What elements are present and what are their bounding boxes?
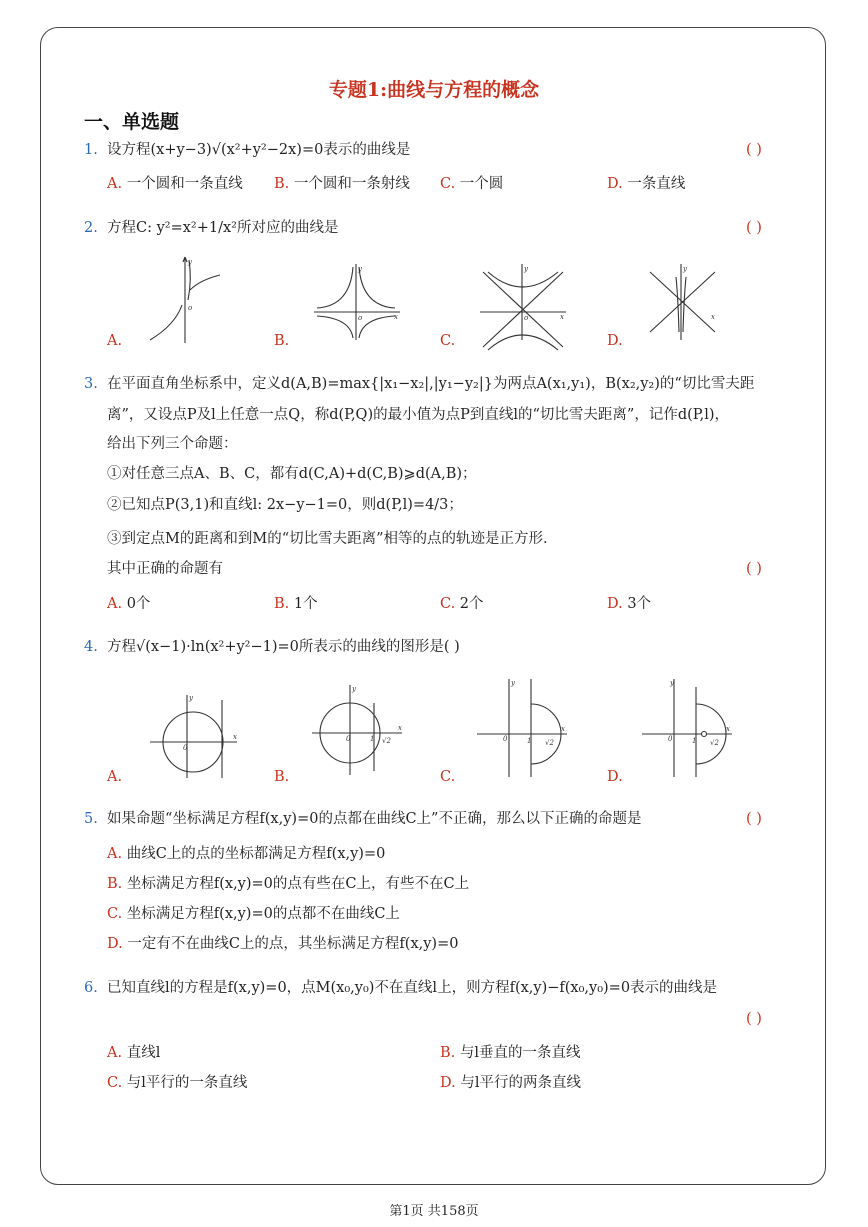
q3-line-1: 在平面直角坐标系中，定义d(A,B)=max{|x₁−x₂|,|y₁−y₂|}为两点A(x₁,y₁)，B(x₂,y₂)的“切比雪夫距 (107, 376, 755, 392)
svg-text:√2: √2 (545, 739, 554, 747)
svg-text:y: y (670, 679, 674, 687)
section-heading: 一、单选题 (84, 111, 180, 133)
q6-option-c: C. 与l平行的一条直线 (107, 1075, 248, 1091)
q1-text: 设方程(x+y−3)√(x²+y²−2x)=0表示的曲线是 (107, 142, 411, 158)
q4-label-d: D. (607, 769, 623, 785)
q4-number: 4. (84, 639, 98, 655)
q3-answer-paren: ( ) (746, 561, 762, 577)
q4-label-b: B. (274, 769, 290, 785)
svg-text:x: x (711, 313, 715, 321)
svg-text:y: y (352, 685, 356, 693)
svg-text:y: y (189, 694, 193, 702)
q3-statement-2: ②已知点P(3,1)和直线l: 2x−y−1=0，则d(P,l)=4/3； (107, 497, 463, 513)
q6-option-b: B. 与l垂直的一条直线 (440, 1045, 581, 1061)
q3-statement-3: ③到定点M的距离和到M的“切比雪夫距离”相等的点的轨迹是正方形. (107, 531, 548, 547)
q1-option-a: A. 一个圆和一条直线 (107, 176, 243, 192)
q4-label-a: A. (107, 769, 123, 785)
q3-statement-1: ①对任意三点A、B、C，都有d(C,A)+d(C,B)⩾d(A,B)； (107, 466, 477, 482)
svg-text:1: 1 (692, 737, 697, 745)
q2-text: 方程C: y²=x²+1/x²所对应的曲线是 (107, 220, 339, 236)
svg-text:1: 1 (370, 735, 375, 743)
svg-text:y: y (524, 265, 528, 273)
svg-text:√2: √2 (710, 739, 719, 747)
svg-text:o: o (524, 314, 529, 322)
svg-text:y: y (683, 265, 687, 273)
svg-text:o: o (358, 314, 363, 322)
q6-option-d: D. 与l平行的两条直线 (440, 1075, 581, 1091)
q2-answer-paren: ( ) (746, 220, 762, 236)
q2-graph-b (312, 262, 402, 342)
svg-text:x: x (726, 725, 730, 733)
q2-label-c: C. (440, 333, 456, 349)
svg-text:1: 1 (527, 737, 532, 745)
page-footer: 第1页 共158页 (389, 1204, 479, 1219)
q5-option-d: D. 一定有不在曲线C上的点，其坐标满足方程f(x,y)=0 (107, 936, 459, 952)
q3-line-3: 给出下列三个命题： (107, 436, 238, 452)
q4-graph-c (475, 677, 575, 782)
svg-text:0: 0 (668, 735, 673, 743)
svg-text:y: y (188, 258, 192, 266)
q2-graph-a (140, 255, 240, 345)
q1-option-d: D. 一条直线 (607, 176, 686, 192)
q5-number: 5. (84, 811, 98, 827)
q3-ask: 其中正确的命题有 (107, 561, 223, 577)
svg-text:√2: √2 (382, 737, 391, 745)
q6-option-a: A. 直线l (107, 1045, 161, 1061)
q1-answer-paren: ( ) (746, 142, 762, 158)
svg-text:0: 0 (503, 735, 508, 743)
svg-text:x: x (560, 313, 564, 321)
q5-option-c: C. 坐标满足方程f(x,y)=0的点都不在曲线C上 (107, 906, 400, 922)
svg-text:x: x (398, 724, 402, 732)
svg-text:x: x (394, 313, 398, 321)
q6-text: 已知直线l的方程是f(x,y)=0，点M(x₀,y₀)不在直线l上，则方程f(x,y)−f(x₀,y₀)=0表示的曲线是 (107, 980, 718, 996)
q1-option-b: B. 一个圆和一条射线 (274, 176, 410, 192)
q6-answer-paren: ( ) (746, 1011, 762, 1027)
q2-label-b: B. (274, 333, 290, 349)
q4-graph-d (640, 677, 740, 782)
q2-number: 2. (84, 220, 98, 236)
q1-number: 1. (84, 142, 98, 158)
q2-label-a: A. (107, 333, 123, 349)
q5-text: 如果命题“坐标满足方程f(x,y)=0的点都在曲线C上”不正确，那么以下正确的命题是 (107, 811, 642, 827)
q3-option-d: D. 3个 (607, 596, 652, 612)
svg-text:0: 0 (346, 735, 351, 743)
q5-answer-paren: ( ) (746, 811, 762, 827)
q3-option-c: C. 2个 (440, 596, 484, 612)
svg-text:x: x (233, 733, 237, 741)
q5-option-a: A. 曲线C上的点的坐标都满足方程f(x,y)=0 (107, 846, 386, 862)
svg-text:y: y (511, 679, 515, 687)
q3-option-a: A. 0个 (107, 596, 151, 612)
svg-text:x: x (561, 725, 565, 733)
q6-number: 6. (84, 980, 98, 996)
svg-text:0: 0 (183, 744, 188, 752)
q4-text: 方程√(x−1)·ln(x²+y²−1)=0所表示的曲线的图形是( ) (107, 639, 460, 655)
q2-graph-d (645, 262, 725, 342)
q4-label-c: C. (440, 769, 456, 785)
q5-option-b: B. 坐标满足方程f(x,y)=0的点有些在C上，有些不在C上 (107, 876, 470, 892)
q3-number: 3. (84, 376, 98, 392)
q4-graph-a (145, 690, 245, 780)
svg-text:o: o (188, 304, 193, 312)
page-title: 专题1:曲线与方程的概念 (328, 79, 540, 101)
svg-text:y: y (358, 265, 362, 273)
q4-graph-b (310, 683, 410, 778)
q2-graph-c (478, 262, 568, 342)
q3-option-b: B. 1个 (274, 596, 318, 612)
q2-label-d: D. (607, 333, 623, 349)
q1-option-c: C. 一个圆 (440, 176, 504, 192)
q3-line-2: 离”，又设点P及l上任意一点Q，称d(P,Q)的最小值为点P到直线l的“切比雪夫距离”，记作d(P,l)， (107, 407, 729, 423)
page-frame (40, 27, 826, 1185)
